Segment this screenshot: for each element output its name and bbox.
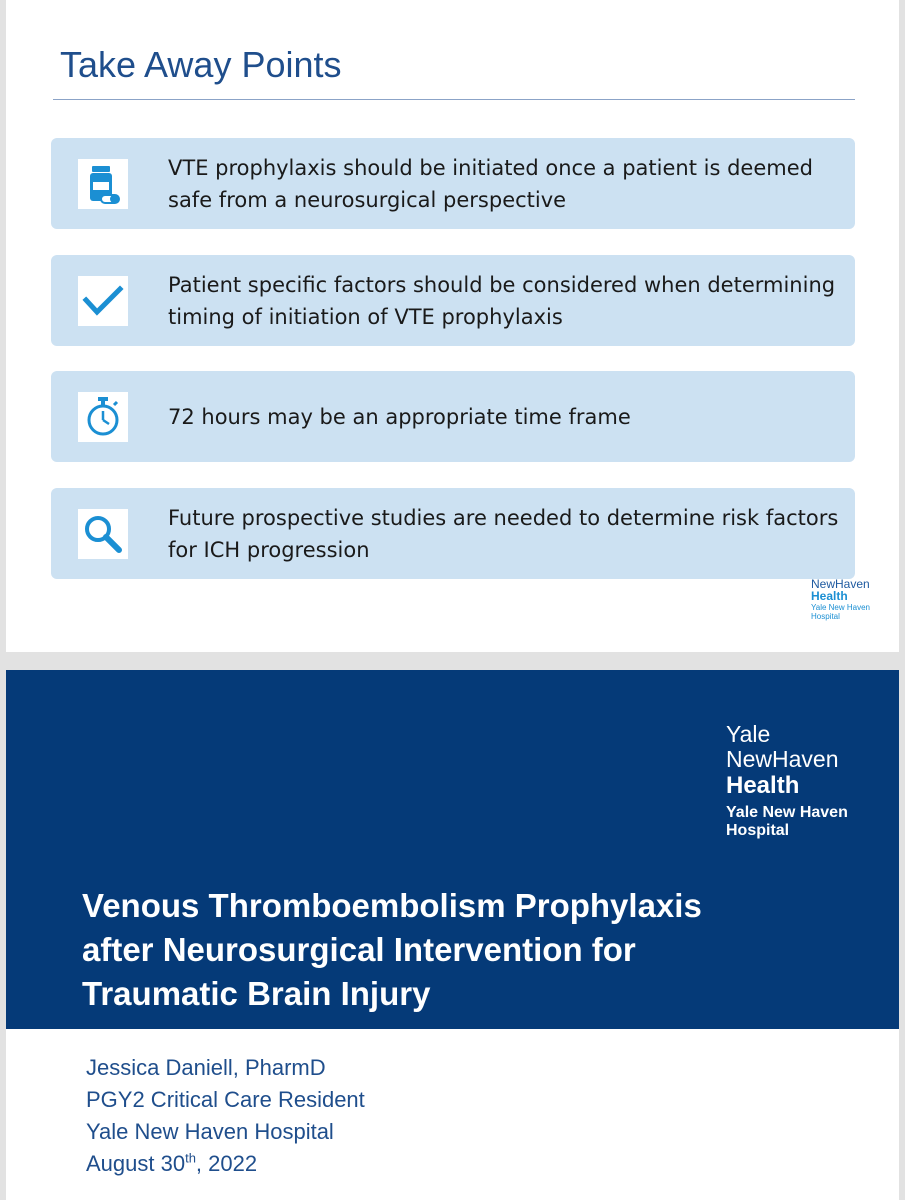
slide-title: Take Away Points — [60, 44, 342, 85]
author-institution: Yale New Haven Hospital — [86, 1119, 334, 1144]
magnifier-icon — [77, 508, 129, 560]
takeaway-point-2 — [51, 255, 855, 346]
takeaway-point-1 — [51, 138, 855, 229]
point-text: VTE prophylaxis should be initiated once a patient is deemed safe from a neurosurgical perspective — [168, 155, 813, 212]
takeaway-point-4 — [51, 488, 855, 579]
author-block — [86, 1052, 365, 1180]
logo-line: Yale — [726, 721, 771, 747]
logo-line: Hospital — [811, 612, 840, 621]
date-month-day: August 30 — [86, 1151, 186, 1176]
title-line: Traumatic Brain Injury — [82, 975, 431, 1012]
stopwatch-icon — [77, 391, 129, 443]
takeaway-point-3 — [51, 371, 855, 462]
title-divider — [53, 99, 855, 100]
medicine-bottle-icon — [77, 158, 129, 210]
logo-line: Yale New Haven — [811, 603, 870, 612]
date-suffix: th — [185, 1150, 196, 1166]
title-banner — [6, 670, 899, 1029]
ynhh-logo — [726, 722, 848, 840]
logo-line: Health — [726, 772, 800, 799]
presentation-title — [82, 884, 872, 1016]
point-text: Patient specific factors should be considered when determining timing of initiation of VTE prophylaxis — [168, 272, 836, 329]
presentation-date — [86, 1148, 365, 1180]
author-role: PGY2 Critical Care Resident — [86, 1087, 365, 1112]
logo-line: NewHaven — [726, 746, 839, 772]
title-line: after Neurosurgical Intervention for — [82, 931, 636, 968]
takeaway-slide — [6, 0, 899, 652]
ynhh-logo-small — [811, 578, 870, 621]
logo-line: Hospital — [726, 822, 790, 839]
point-text: 72 hours may be an appropriate time frame — [168, 404, 631, 429]
date-year: , 2022 — [195, 1151, 258, 1176]
author-name: Jessica Daniell, PharmD — [86, 1055, 326, 1080]
point-text: Future prospective studies are needed to determine risk factors for ICH progression — [168, 505, 839, 562]
title-line: Venous Thromboembolism Prophylaxis — [82, 887, 702, 924]
logo-line: NewHaven — [811, 577, 870, 591]
title-slide — [6, 670, 899, 1200]
checkmark-icon — [77, 275, 129, 327]
logo-line: Health — [811, 589, 848, 603]
logo-line: Yale New Haven — [726, 804, 848, 821]
